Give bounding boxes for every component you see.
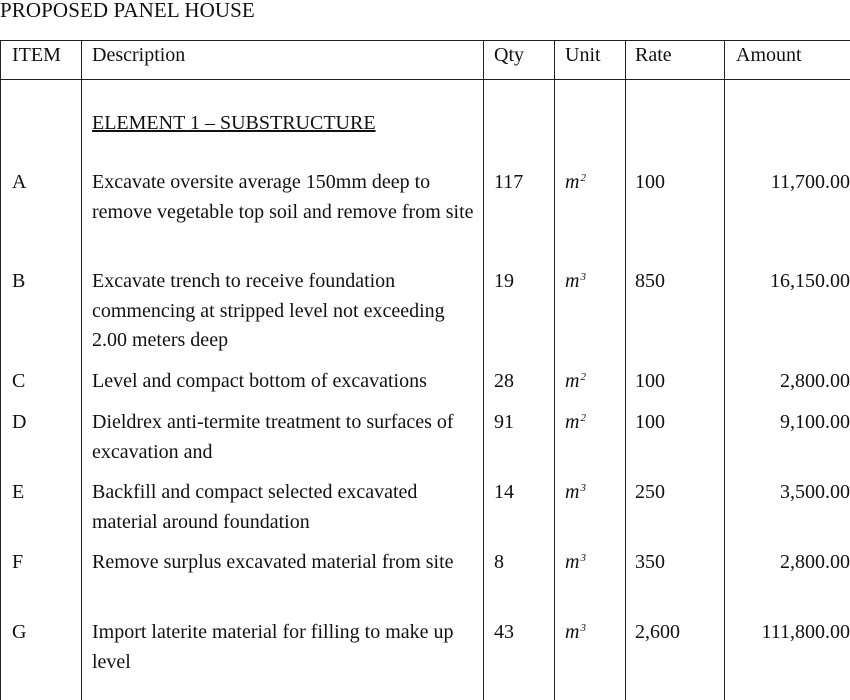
row-rate: 350: [635, 551, 665, 573]
row-unit: $m^2$: [565, 171, 586, 193]
row-unit: $m^3$: [565, 551, 586, 573]
section-heading: ELEMENT 1 – SUBSTRUCTURE: [92, 112, 376, 134]
row-unit: $m^3$: [565, 621, 586, 643]
header-unit: Unit: [565, 44, 601, 66]
row-rate: 100: [635, 411, 665, 433]
row-description: Backfill and compact selected excavated material around foundation: [92, 481, 418, 533]
row-qty: 19: [494, 270, 514, 292]
row-description: Dieldrex anti-termite treatment to surfaces of excavation and: [92, 411, 454, 463]
column-divider: [554, 41, 555, 700]
row-item: A: [12, 171, 27, 193]
column-divider: [483, 41, 484, 700]
row-unit: $m^3$: [565, 270, 586, 292]
column-divider: [81, 41, 82, 700]
bill-of-quantities-table: [0, 40, 850, 700]
row-rate: 2,600: [635, 621, 680, 643]
row-qty: 14: [494, 481, 514, 503]
header-qty: Qty: [494, 44, 524, 66]
row-qty: 8: [494, 551, 504, 573]
row-item: G: [12, 621, 27, 643]
row-description: Excavate oversite average 150mm deep to remove vegetable top soil and remove from site: [92, 171, 474, 223]
header-item: ITEM: [12, 44, 61, 66]
row-item: B: [12, 270, 26, 292]
row-rate: 100: [635, 370, 665, 392]
row-description: Excavate trench to receive foundation commencing at stripped level not exceeding 2.00 meters deep: [92, 270, 445, 351]
row-amount: 2,800.00: [780, 370, 850, 392]
row-item: E: [12, 481, 25, 503]
row-description: Level and compact bottom of excavations: [92, 370, 427, 392]
row-rate: 850: [635, 270, 665, 292]
row-item: C: [12, 370, 26, 392]
header-divider: [1, 79, 850, 80]
row-amount: 3,500.00: [780, 481, 850, 503]
row-qty: 117: [494, 171, 524, 193]
row-qty: 43: [494, 621, 514, 643]
row-unit: $m^3$: [565, 481, 586, 503]
row-amount: 11,700.00: [770, 171, 850, 193]
column-divider: [724, 41, 725, 700]
row-item: F: [12, 551, 24, 573]
row-unit: $m^2$: [565, 411, 586, 433]
header-amount: Amount: [736, 44, 802, 66]
row-amount: 111,800.00: [761, 621, 850, 643]
row-description: Remove surplus excavated material from site: [92, 551, 454, 573]
row-rate: 100: [635, 171, 665, 193]
row-rate: 250: [635, 481, 665, 503]
header-description: Description: [92, 44, 186, 66]
row-description: Import laterite material for filling to make up level: [92, 621, 454, 673]
row-item: D: [12, 411, 27, 433]
row-unit: $m^2$: [565, 370, 586, 392]
document-title: PROPOSED PANEL HOUSE: [0, 0, 255, 22]
header-rate: Rate: [635, 44, 672, 66]
row-amount: 16,150.00: [770, 270, 850, 292]
column-divider: [625, 41, 626, 700]
row-qty: 28: [494, 370, 514, 392]
row-amount: 9,100.00: [780, 411, 850, 433]
row-amount: 2,800.00: [780, 551, 850, 573]
row-qty: 91: [494, 411, 514, 433]
